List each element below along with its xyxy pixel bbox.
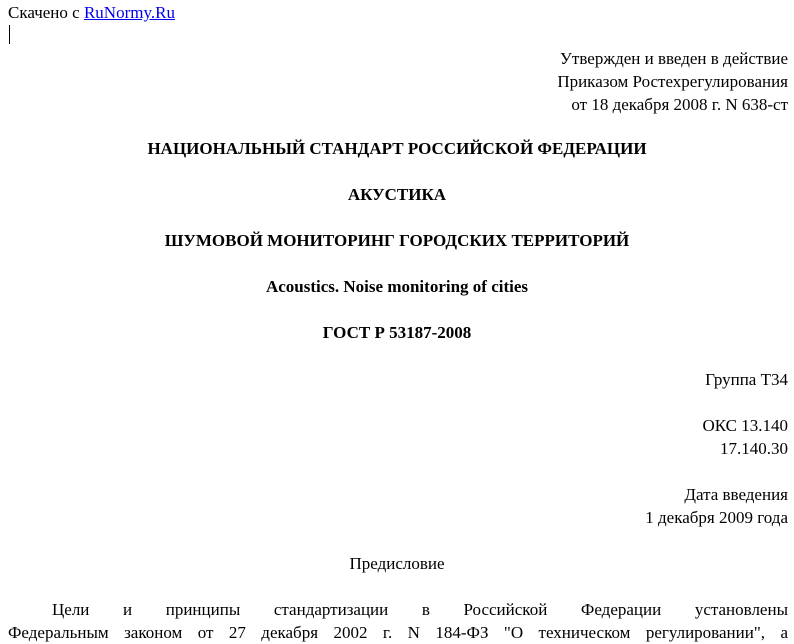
oks-code-1: ОКС 13.140: [702, 416, 788, 435]
foreword-line-2: Федеральным законом от 27 декабря 2002 г. N 184-ФЗ "О техническом регулировании", а: [8, 623, 788, 642]
approval-block: [557, 47, 788, 116]
group-classification: [705, 368, 788, 391]
source-line: [8, 1, 175, 24]
approval-line-3: от 18 декабря 2008 г. N 638-ст: [571, 95, 788, 114]
foreword-paragraph: [8, 598, 788, 644]
approval-line-1: Утвержден и введен в действие: [559, 49, 788, 68]
subject-heading: АКУСТИКА: [347, 185, 447, 204]
foreword-line-1: Цели и принципы стандартизации в Российской Федерации установлены: [52, 600, 788, 619]
group-code: Группа Т34: [705, 370, 788, 389]
document-title-en: Acoustics. Noise monitoring of cities: [265, 277, 529, 296]
introduction-date: 1 декабря 2009 года: [645, 508, 788, 527]
foreword-heading: Предисловие: [349, 554, 445, 573]
standard-designation: ГОСТ Р 53187-2008: [322, 323, 472, 342]
document-title: ШУМОВОЙ МОНИТОРИНГ ГОРОДСКИХ ТЕРРИТОРИЙ: [164, 231, 630, 250]
text-cursor: [9, 25, 10, 44]
approval-line-2: Приказом Ростехрегулирования: [557, 72, 788, 91]
oks-classification: [702, 414, 788, 460]
introduction-label: Дата введения: [684, 485, 788, 504]
source-link[interactable]: RuNormy.Ru: [83, 3, 175, 22]
national-standard-heading: НАЦИОНАЛЬНЫЙ СТАНДАРТ РОССИЙСКОЙ ФЕДЕРАЦИИ: [147, 139, 647, 158]
oks-code-2: 17.140.30: [720, 439, 788, 458]
source-prefix: Скачено с: [8, 3, 84, 22]
introduction-date-block: [645, 483, 788, 529]
